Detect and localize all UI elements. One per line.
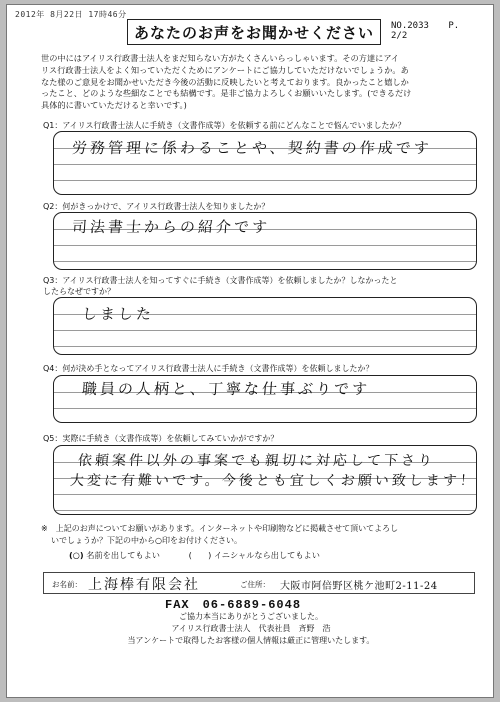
intro-line: なた様のご意見をお聞かせいただき今後の活動に反映したいと考えております。良かったこと嬉しか [41,76,409,87]
intro-paragraph [41,53,461,112]
publication-note [41,523,471,547]
answer-4-text: 職員の人柄と、丁寧な仕事ぶりです [81,380,371,398]
privacy-line: 当アンケートで取得したお客様の個人情報は厳正に管理いたします。 [127,636,375,645]
answer-3-box [53,297,477,355]
answer-2-box [53,212,477,270]
option-label: イニシャルなら出してもよい [213,550,320,560]
permission-options [69,550,346,561]
question-1-label: Q1：アイリス行政書士法人に手続き（文書作成等）を依頼する前にどんなことで悩んでいましたか？ [43,121,406,130]
answer-1-text: 労務管理に係わることや、契約書の作成です [71,139,433,157]
fax-header: 2012年 8月22日 17時46分 [15,10,127,19]
permission-option-name[interactable] [69,550,163,560]
option-mark-circled: (○) [69,550,84,560]
intro-line: リス行政書士法人をよく知っていただくためにアンケートにご協力していただけないでしょうか。あ [41,64,409,75]
name-label: お名前： [52,580,82,589]
option-mark-empty: ( ) [188,550,212,560]
permission-option-initials[interactable] [189,550,320,560]
answer-5-text-line-2: 大変に有難いです。今後とも宜しくお願い致します！ [69,473,478,489]
survey-sheet [6,4,494,698]
question-4-label: Q4：何が決め手となってアイリス行政書士法人に手続き（文書作成等）を依頼しましたか？ [43,364,374,373]
fax-number: FAX 06-6889-6048 [165,598,302,612]
question-5-label: Q5：実際に手続き（文書作成等）を依頼してみていかがですか？ [43,434,279,443]
intro-line: ったこと、どのような些細なことでも結構です。是非ご協力よろしくお願いいたします。(できるだけ [41,88,412,99]
answer-3-text: しました [81,305,155,323]
question-3-label-cont: したらなぜですか？ [43,287,115,296]
name-value: 上海棒有限会社 [88,577,200,593]
document-number-block [391,21,493,41]
company-line: アイリス行政書士法人 代表社員 斉野 浩 [171,624,331,633]
page-number: P. 2/2 [391,21,460,41]
question-2-label: Q2：何がきっかけで、アイリス行政書士法人を知りましたか？ [43,202,270,211]
question-3-label: Q3：アイリス行政書士法人を知ってすぐに手続き（文書作成等）を依頼しましたか？しなかったと [43,276,398,285]
address-label: ご住所： [240,580,270,589]
answer-5-text-line-1: 依頼案件以外の事案でも親切に対応して下さり [77,453,436,469]
option-label: 名前を出してもよい [86,550,160,560]
answer-4-box [53,375,477,423]
answer-2-text: 司法書士からの紹介です [71,218,271,236]
intro-line: 世の中にはアイリス行政書士法人をまだ知らない方がたくさんいらっしゃいます。その方達にアイ [41,53,399,63]
signature-box [43,572,475,594]
answer-5-box [53,445,477,515]
note-line: ※ 上記のお声についてお願いがあります。インターネットや印刷物などに掲載させて頂いてよろし [41,524,399,533]
page-title: あなたのお声をお聞かせください [127,19,381,45]
intro-line: 具体的に書いていただけると幸いです。) [41,100,187,111]
address-value: 大阪市阿倍野区桃ケ池町2-11-24 [280,581,438,592]
thanks-line: ご協力本当にありがとうございました。 [179,612,323,621]
answer-1-box [53,131,477,195]
note-line: いでしょうか？下記の中から○印をお付けください。 [51,536,242,545]
document-number: NO.2033 [391,21,429,31]
